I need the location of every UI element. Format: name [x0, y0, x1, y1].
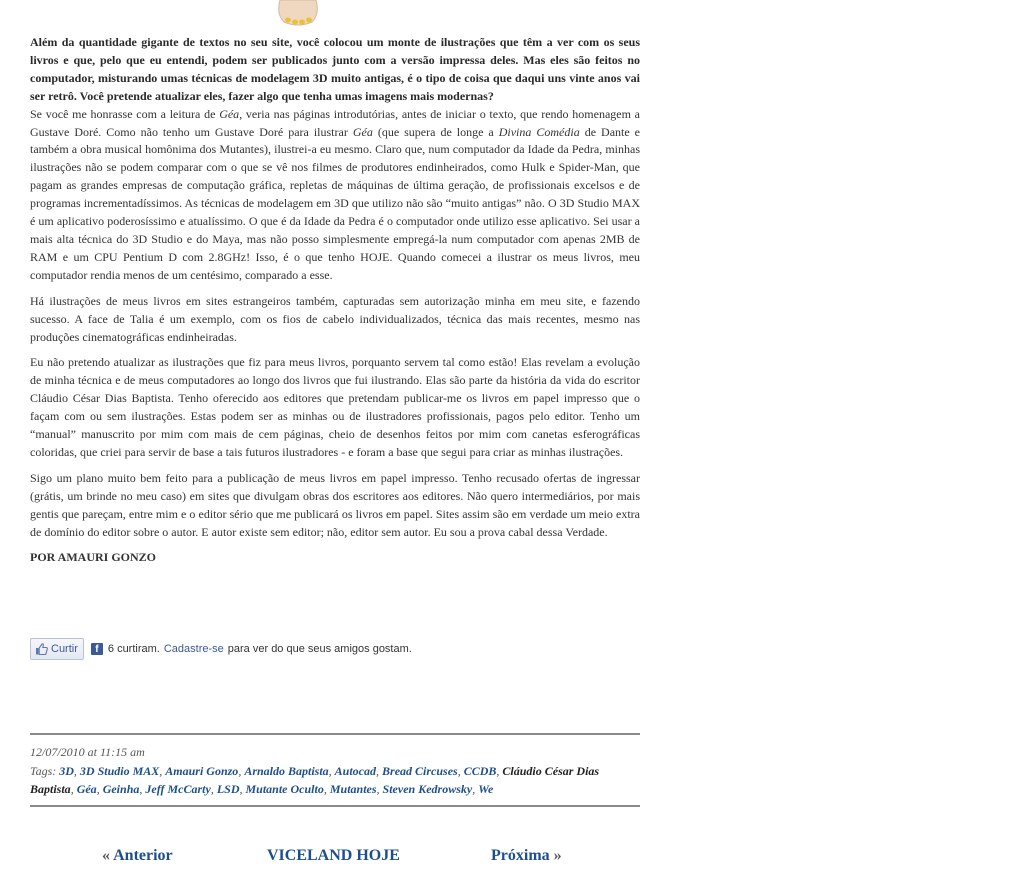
previous-post-link[interactable]	[102, 847, 173, 865]
tags-list: 3D, 3D Studio MAX, Amauri Gonzo, Arnaldo Baptista, Autocad, Bread Circuses, CCDB, Cláudio César Dias Baptista, Géa, Geinha, Jeff McCarty, LSD, Mutante Oculto, Mutantes, Steven Kedrowsky, We	[30, 763, 600, 796]
post-date: 12/07/2010 at 11:15 am	[30, 745, 145, 759]
next-arrow-icon: »	[553, 847, 562, 864]
previous-label: Anterior	[113, 847, 173, 864]
tag-link[interactable]: Arnaldo Baptista	[244, 763, 329, 778]
answer-text: , veria nas páginas introdutórias, antes de iniciar o texto, que rendo homenagem a Gustave Doré. Como não tenho um Gustave Doré para ilustrar	[30, 106, 640, 139]
tag-link[interactable]: CCDB	[463, 763, 497, 778]
tag-link[interactable]: Mutantes	[329, 782, 377, 796]
post-navigation	[0, 847, 640, 867]
signup-link[interactable]: Cadastre-se	[163, 643, 224, 655]
author-signature: POR AMAURI GONZO	[30, 550, 156, 565]
tag-link: Cláudio César Dias Baptista	[30, 763, 600, 796]
tags-label: Tags:	[30, 763, 57, 778]
facebook-icon: f	[91, 643, 103, 655]
home-link[interactable]: VICELAND HOJE	[267, 847, 400, 864]
book-title-gea: Géa	[219, 106, 240, 121]
book-title-divina-comedia: Divina Comédia	[498, 124, 580, 139]
tag-link[interactable]: Amauri Gonzo	[165, 763, 239, 778]
answer-paragraph-1	[30, 106, 640, 285]
answer-paragraph-3: Eu não pretendo atualizar as ilustrações que fiz para meus livros, porquanto servem tal como estão! Elas revelam a evolução de minha técnica e de meus computadores ao longo dos livros que fui ilustrando. Elas são parte da história da vida do escritor Cláudio César Dias Baptista. Tenho oferecido aos editores que pretendam publicar-me os livros em papel impresso que o façam com ou sem ilustrações. Estas podem ser as minhas ou de ilustradores profissionais, pagos pelo editor. Tenho um “manual” manuscrito por mim com mais de cem páginas, cheio de desenhos feitos por mim com canetas esferográficas coloridas, que criei para servir de base a tais futuros ilustradores - e foram a base que segui para criar as minhas ilustrações.	[30, 355, 640, 459]
tag-link[interactable]: Geinha	[102, 782, 140, 796]
like-button-label: Curtir	[51, 643, 78, 655]
answer-paragraph-2: Há ilustrações de meus livros em sites estrangeiros também, capturadas sem autorização minha em meu site, e fazendo sucesso. A face de Talia é um exemplo, com os fios de cabelo individualizados, técnica das mais recentes, mesmo nas produções cinematográficas endinheiradas.	[30, 293, 640, 344]
next-label: Próxima	[491, 847, 550, 864]
tag-link[interactable]: Mutante Oculto	[245, 782, 324, 796]
feet-illustration	[268, 0, 328, 26]
answer-paragraph-4: Sigo um plano muito bem feito para a publicação de meus livros em papel impresso. Tenho recusado ofertas de ingressar (grátis, um brinde no meu caso) em sites que divulgam obras dos escritores aos editores. Não quero intermediários, por mais gentis que pareçam, entre mim e o editor sério que me publicará os livros em papel. Sites assim são em verdade um meio extra de domínio do editor sobre o autor. E autor existe sem editor; não, editor sem autor. Eu sou a prova cabal dessa Verdade.	[30, 470, 640, 539]
tag-link[interactable]: Géa	[76, 782, 97, 796]
interview-question: Além da quantidade gigante de textos no seu site, você colocou um monte de ilustrações que têm a ver com os seus livros e que, pelo que eu entendi, podem ser publicados junto com a versão impressa deles. Mas eles são feitos no computador, misturando umas técnicas de modelagem 3D muito antigas, é o tipo de coisa que daqui uns vinte anos vai ser retrô. Você pretende atualizar eles, fazer algo que tenha umas imagens mais modernas?	[30, 35, 640, 103]
like-suffix-text: para ver do que seus amigos gostam.	[227, 643, 412, 655]
tag-link[interactable]: 3D Studio MAX	[79, 763, 160, 778]
book-title-gea: Géa	[352, 124, 373, 139]
post-meta	[30, 733, 640, 807]
tags-line	[30, 762, 640, 799]
like-button[interactable]	[30, 638, 84, 660]
tag-link[interactable]: Steven Kedrowsky	[382, 782, 473, 796]
like-count: 6 curtiram.	[107, 643, 160, 655]
facebook-like-bar	[30, 638, 412, 660]
tag-link[interactable]: Autocad	[334, 763, 377, 778]
answer-text: de Dante e também a obra musical homônima dos Mutantes), ilustrei-a eu mesmo. Claro que, num computador da Idade da Pedra, minhas ilustrações não se podem comparar com o que se vê nos filmes de produtores endinheirados, como Hulk e Spider-Man, que pagam as grandes empresas de computação gráfica, repletas de máquinas de última geração, de profissionais excelsos e de programas incrementadíssimos. As técnicas de modelagem em 3D que utilizo não são “muito antigas” não. O 3D Studio MAX é um aplicativo poderosíssimo e atualíssimo. O que é da Idade da Pedra é o computador onde utilizo esse aplicativo. Sei usar a mais alta técnica do 3D Studio e do Maya, mas não posso simplesmente empregá-la num computador com apenas 2MB de RAM e um CPU Pentium D com 2.8GHz! Isso, é o que tenho HOJE. Quando comecei a ilustrar os meus livros, meu computador rendia menos de um centésimo, comparado a esse.	[30, 124, 640, 282]
tag-link[interactable]: We	[478, 782, 494, 796]
tag-link[interactable]: Jeff McCarty	[145, 782, 211, 796]
next-post-link[interactable]	[491, 847, 562, 865]
tag-link[interactable]: Bread Circuses	[382, 763, 458, 778]
thumbs-up-icon	[35, 643, 48, 655]
tag-link[interactable]: 3D	[59, 763, 74, 778]
answer-text: (que supera de longe a	[372, 124, 499, 139]
article-body	[30, 34, 640, 575]
previous-arrow-icon: «	[102, 847, 110, 864]
tag-link[interactable]: LSD	[216, 782, 240, 796]
answer-text: Se você me honrasse com a leitura de	[30, 106, 220, 121]
